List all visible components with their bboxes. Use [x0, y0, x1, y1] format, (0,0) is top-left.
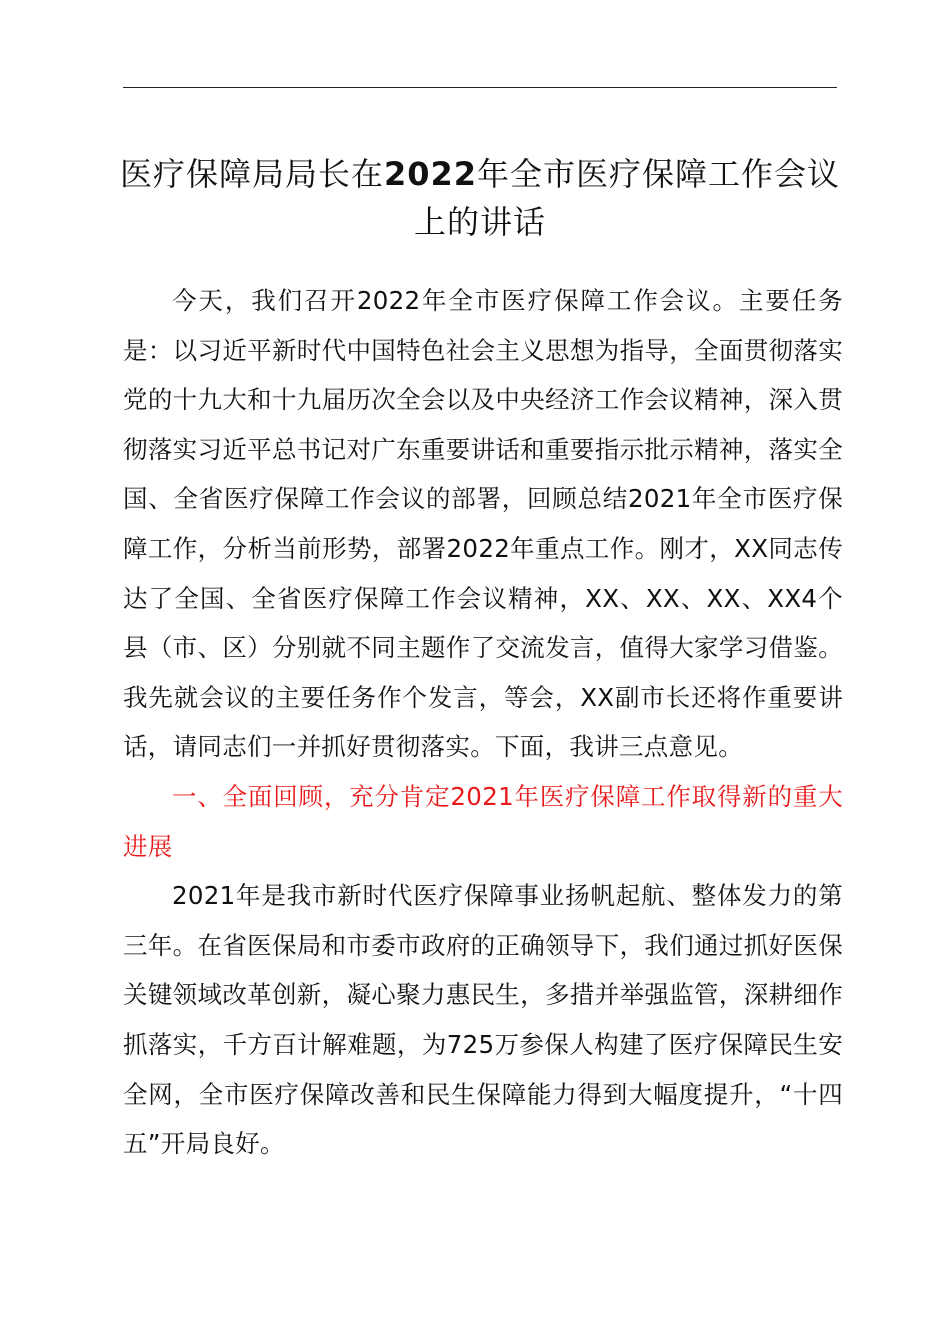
header-rule — [123, 87, 837, 88]
intro-paragraph: 今天，我们召开2022年全市医疗保障工作会议。主要任务是：以习近平新时代中国特色社会主义思想为指导，全面贯彻落实党的十九大和十九届历次全会以及中央经济工作会议精神，深入贯彻落实习近平总书记对广东重要讲话和重要指示批示精神，落实全国、全省医疗保障工作会议的部署，回顾总结2021年全市医疗保障工作，分析当前形势，部署2022年重点工作。刚才，XX同志传达了全国、全省医疗保障工作会议精神，XX、XX、XX、XX4个县（市、区）分别就不同主题作了交流发言，值得大家学习借鉴。我先就会议的主要任务作个发言，等会，XX副市长还将作重要讲话，请同志们一并抓好贯彻落实。下面，我讲三点意见。 — [123, 286, 843, 762]
document-body — [123, 276, 843, 1169]
title-suffix: 年全市医疗保障工作会议上的讲话 — [413, 155, 841, 241]
section-heading-1: 一、全面回顾，充分肯定2021年医疗保障工作取得新的重大进展 — [123, 781, 843, 861]
section-1-paragraph: 2021年是我市新时代医疗保障事业扬帆起航、整体发力的第三年。在省医保局和市委市政府的正确领导下，我们通过抓好医保关键领域改革创新，凝心聚力惠民生，多措并举强监管，深耕细作抓落实，千方百计解难题，为725万参保人构建了医疗保障民生安全网，全市医疗保障改善和民生保障能力得到大幅度提升，“十四五”开局良好。 — [123, 881, 843, 1159]
title-year: 2022 — [383, 155, 478, 193]
document-title — [110, 150, 850, 246]
title-prefix: 医疗保障局局长在 — [119, 155, 384, 193]
